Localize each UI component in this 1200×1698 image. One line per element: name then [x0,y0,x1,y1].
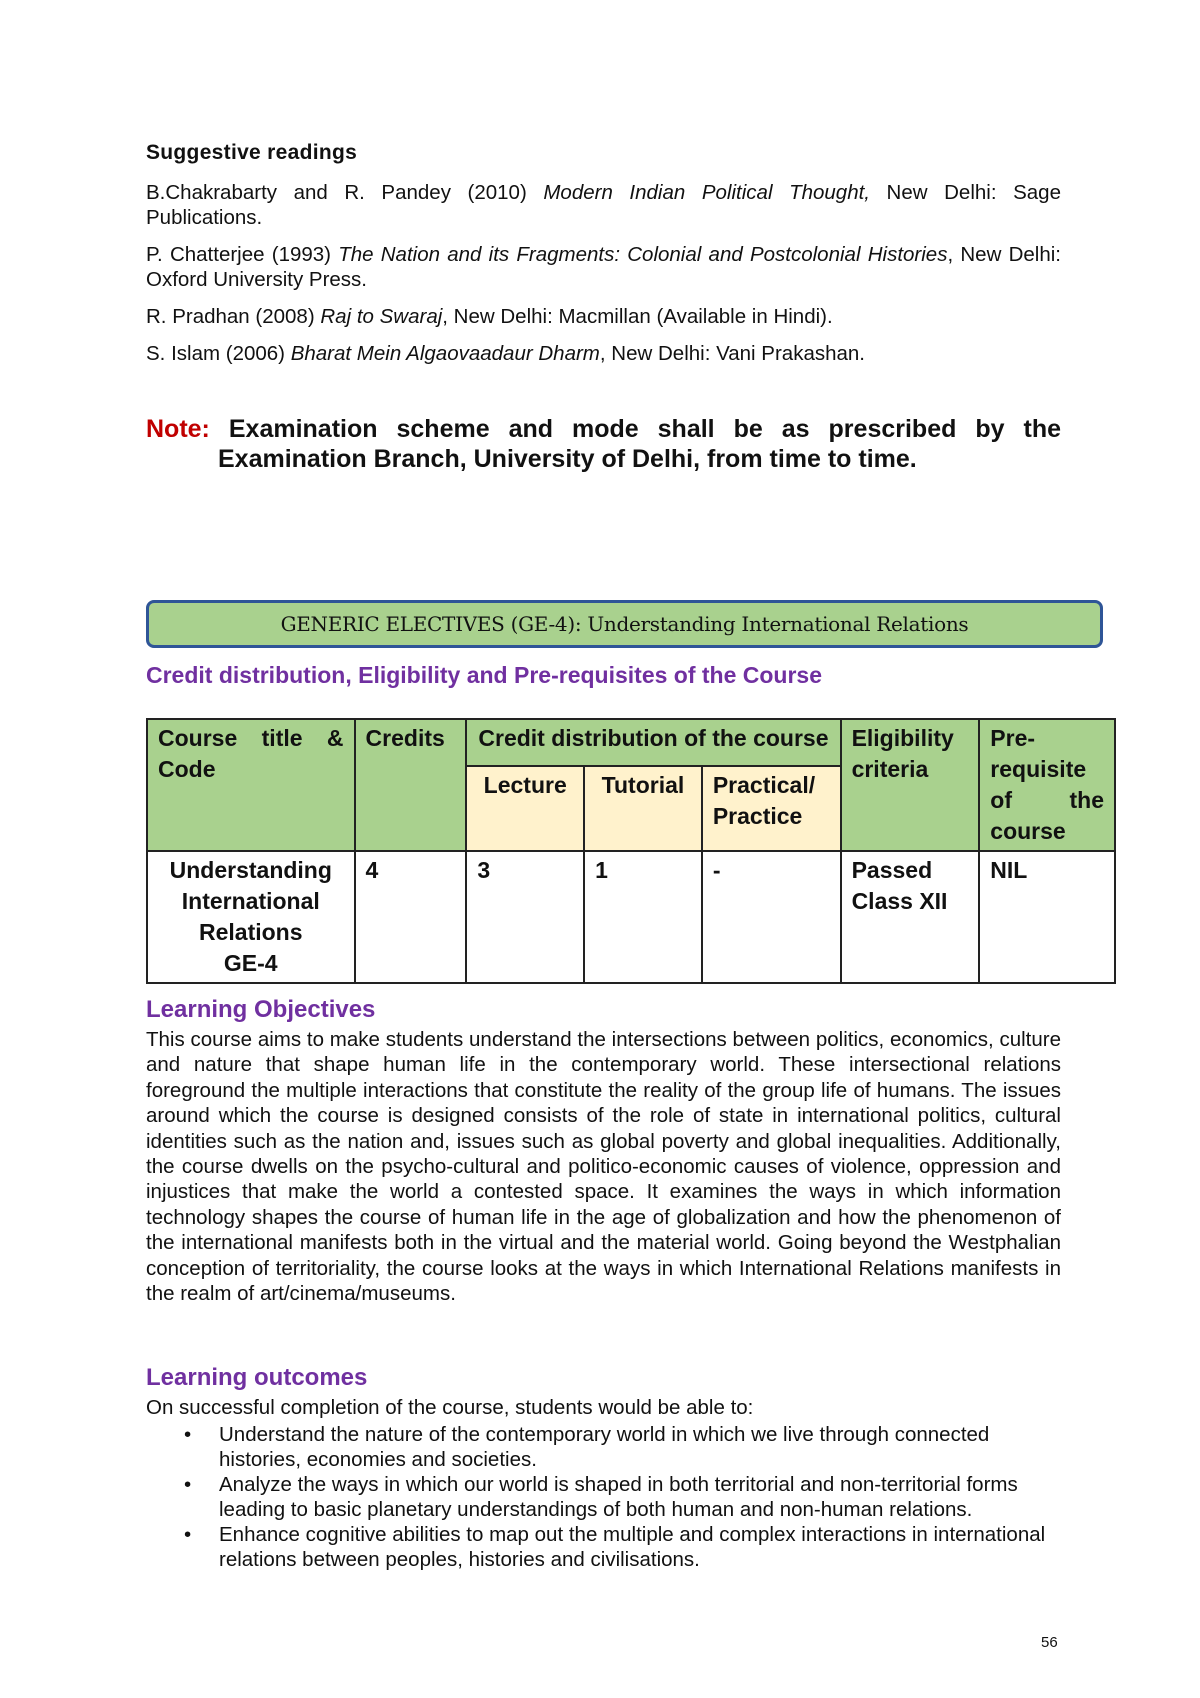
cell-course-code: GE-4 [223,950,278,976]
cell-course-title: Understanding International Relations GE-4 [147,851,355,983]
examination-note [146,414,1061,474]
note-line-2: Examination Branch, University of Delhi, from time to time. [218,445,917,473]
outcome-item: • Analyze the ways in which our world is shaped in both territorial and non-territorial forms leading to basic planetary understandings of both human and non-human relations. [184,1473,1018,1521]
bullet-icon: • [184,1423,192,1446]
cell-practical: - [702,851,841,983]
learning-outcomes-heading: Learning outcomes [146,1364,368,1391]
credit-distribution-heading: Credit distribution, Eligibility and Pre-requisites of the Course [146,662,823,688]
outcome-item: • Enhance cognitive abilities to map out the multiple and complex interactions in international relations between peoples, histories and civilisations. [184,1523,1046,1571]
readings-list [146,180,1061,378]
bullet-icon: • [184,1473,192,1496]
header-course-title: Course title & Code [147,719,355,851]
generic-elective-title-box [146,600,1103,648]
cell-credits: 4 [355,851,467,983]
cell-tutorial: 1 [584,851,702,983]
bullet-icon: • [184,1523,192,1546]
header-prerequisite: Pre-requisite of the course [979,719,1115,851]
reading-item: B.Chakrabarty and R. Pandey (2010) Modern Indian Political Thought, New Delhi: Sage Publications. [146,181,1061,229]
reading-item: S. Islam (2006) Bharat Mein Algaovaadaur Dharm, New Delhi: Vani Prakashan. [146,342,865,365]
cell-lecture: 3 [466,851,584,983]
note-label: Note: [146,415,210,443]
outcome-item: • Understand the nature of the contemporary world in which we live through connected histories, economies and societies. [184,1423,990,1471]
learning-objectives-text: This course aims to make students understand the intersections between politics, economics, culture and nature that shape human life in the contemporary world. These intersectional relations foreground the multiple interactions that constitute the reality of the group life of humans. The issues around which the course is designed consists of the role of state in international politics, cultural identities such as the nation and, issues such as global poverty and global inequalities. Additionally, the course dwells on the psycho-cultural and politico-economic causes of violence, oppression and injustices that make the world a contested space. It examines the ways in which information technology shapes the course of human life in the age of globalization and how the phenomenon of the international manifests both in the virtual and the material world. Going beyond the Westphalian conception of territoriality, the course looks at the ways in which International Relations manifests in the realm of art/cinema/museums. [146,1028,1061,1306]
cell-eligibility: Passed Class XII [841,851,980,983]
cell-prerequisite: NIL [979,851,1115,983]
generic-elective-title: GENERIC ELECTIVES (GE-4): Understanding International Relations [280,612,969,636]
learning-outcomes-list [146,1422,1061,1572]
header-tutorial: Tutorial [584,766,702,851]
page-number: 56 [1041,1634,1058,1651]
learning-objectives-heading: Learning Objectives [146,996,376,1023]
header-credit-distribution: Credit distribution of the course [466,719,840,766]
credit-table [146,718,1116,984]
header-credits: Credits [355,719,467,851]
reading-item: R. Pradhan (2008) Raj to Swaraj, New Delhi: Macmillan (Available in Hindi). [146,305,833,328]
note-line-1: Examination scheme and mode shall be as prescribed by the [228,415,1061,443]
suggestive-readings-heading: Suggestive readings [146,141,358,164]
reading-item: P. Chatterjee (1993) The Nation and its Fragments: Colonial and Postcolonial Histories, New Delhi: Oxford University Press. [146,243,1061,291]
learning-outcomes-intro: On successful completion of the course, students would be able to: [146,1396,754,1419]
header-eligibility: Eligibility criteria [841,719,980,851]
header-lecture: Lecture [466,766,584,851]
header-practical: Practical/ Practice [702,766,841,851]
